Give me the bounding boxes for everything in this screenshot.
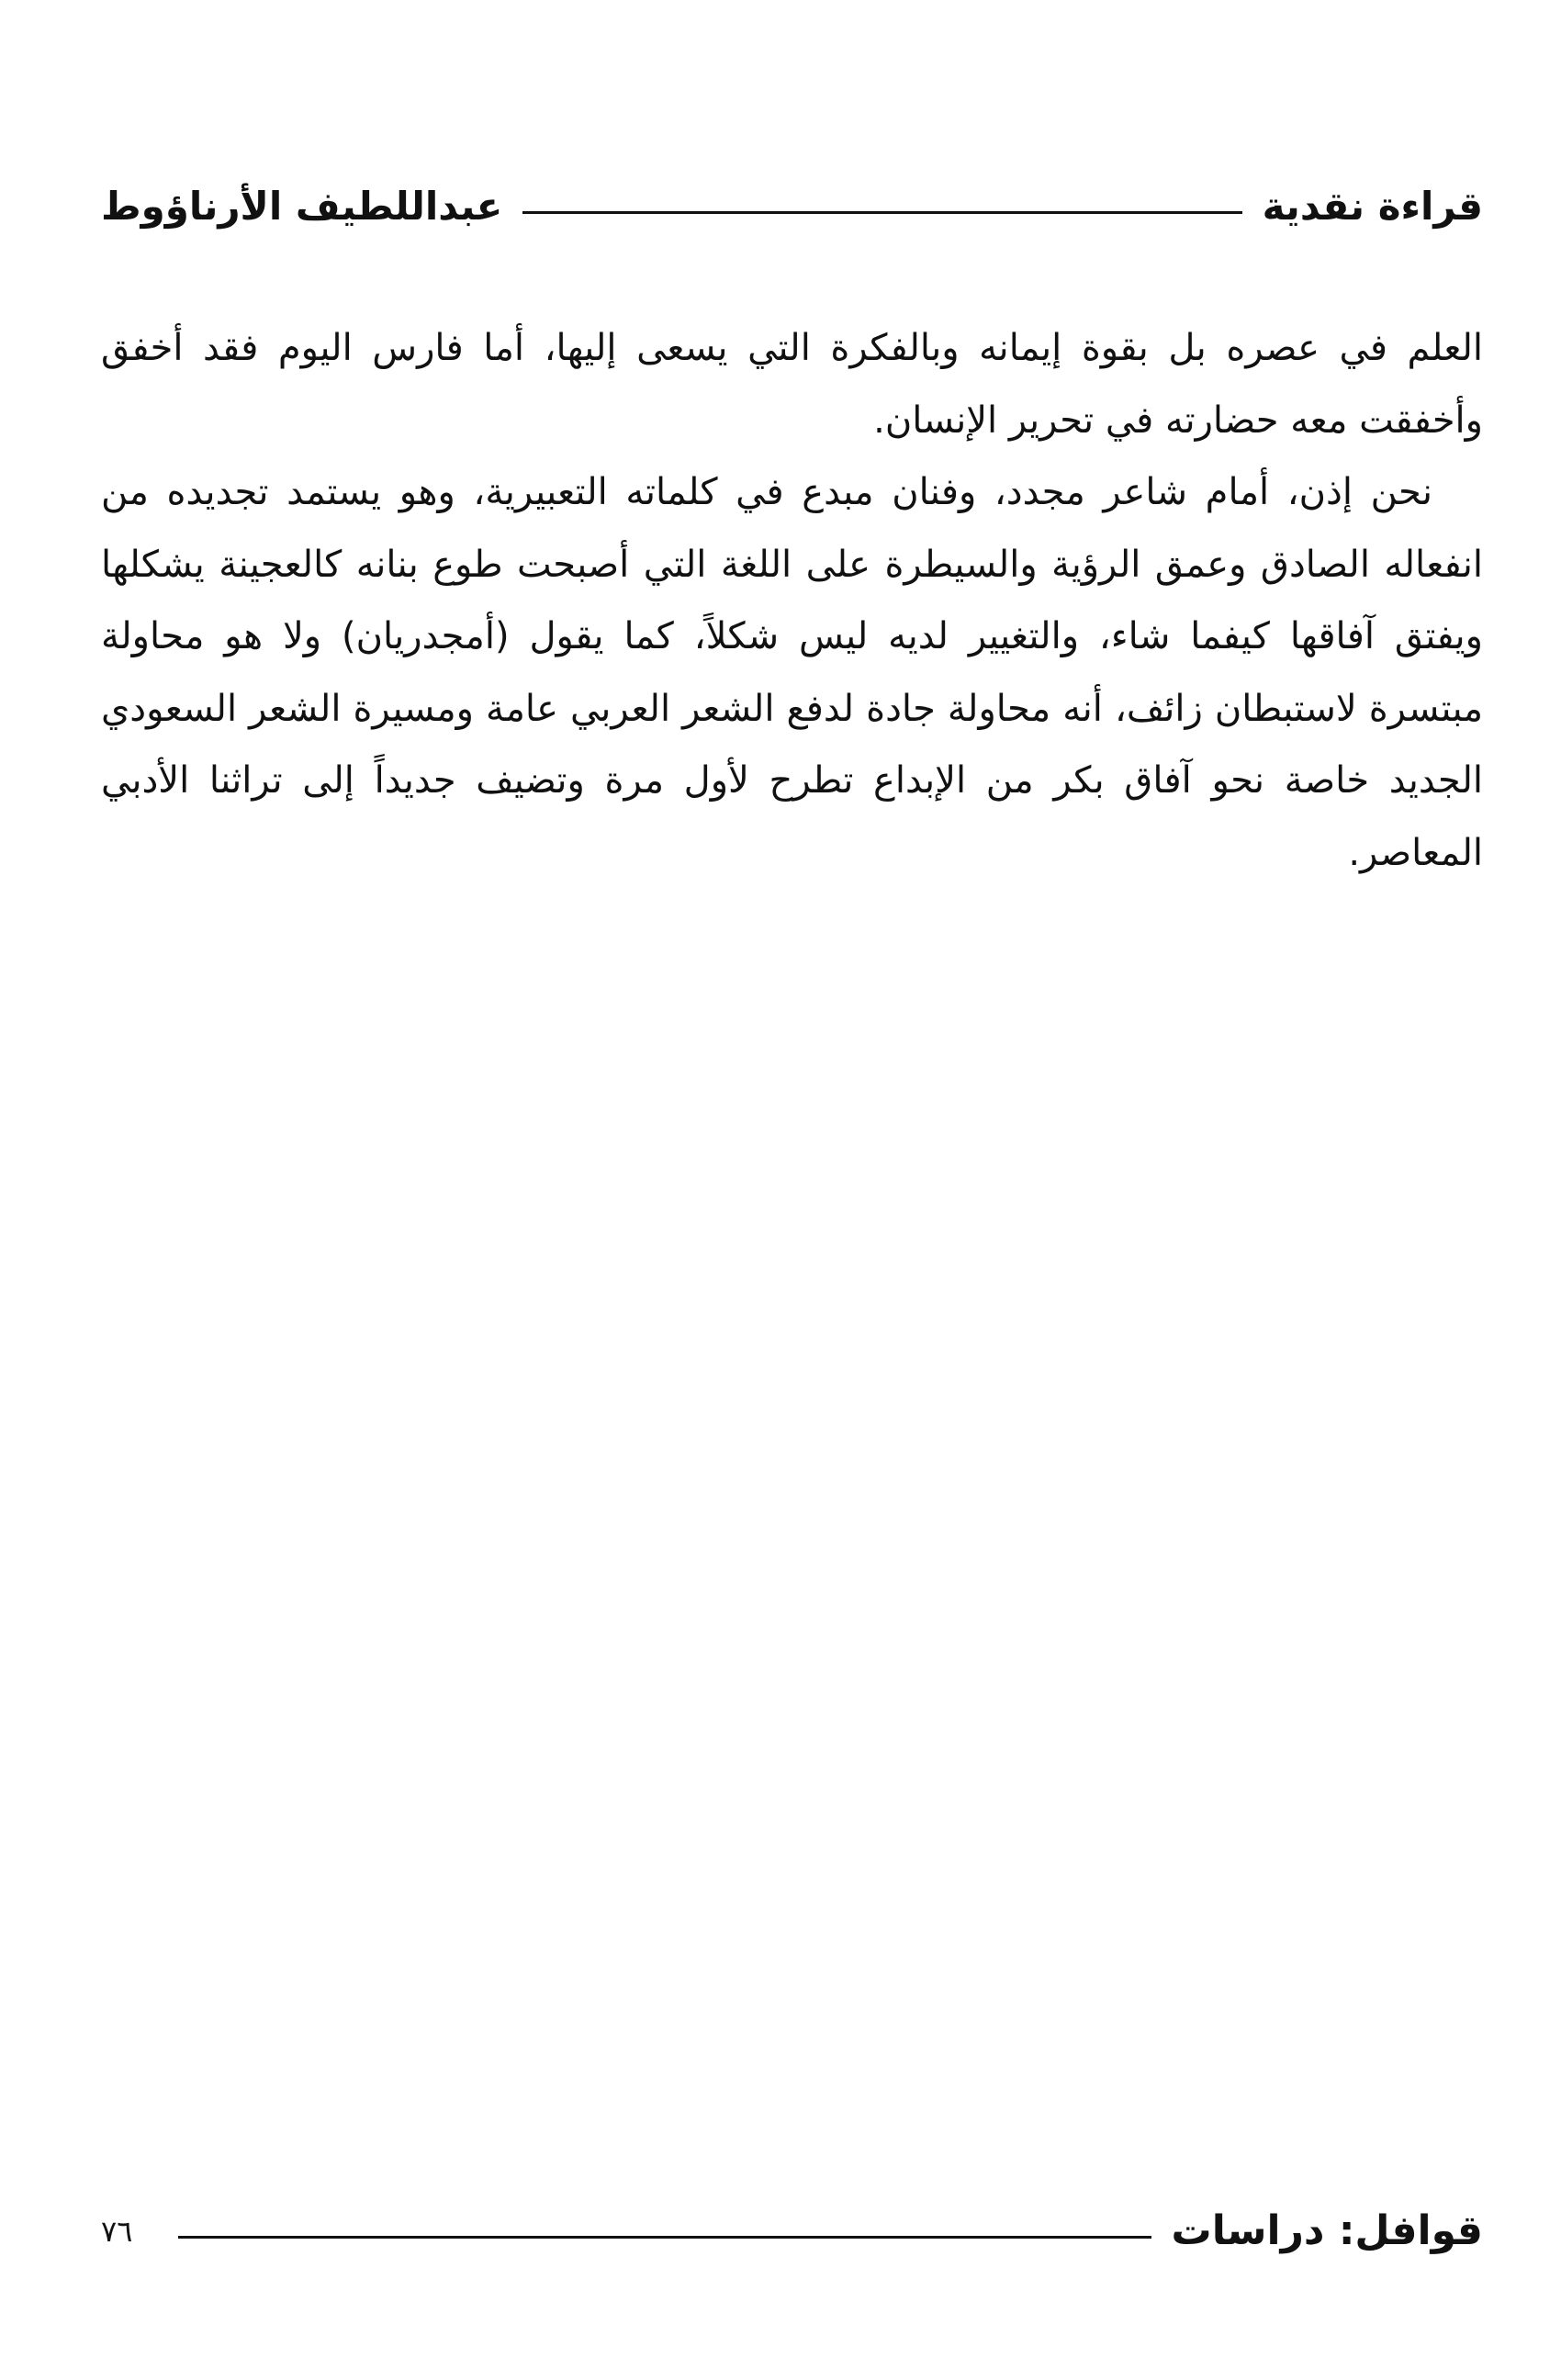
header-rule	[522, 211, 1241, 214]
author-name: عبداللطيف الأرناؤوط	[101, 184, 503, 229]
footer-rule	[178, 2236, 1151, 2239]
journal-title: قوافل: دراسات	[1171, 2207, 1483, 2254]
body-text	[101, 312, 1483, 889]
running-footer	[101, 2204, 1483, 2259]
section-title: قراءة نقدية	[1262, 184, 1483, 229]
page-number: ٧٦	[101, 2214, 133, 2249]
paragraph: العلم في عصره بل بقوة إيمانه وبالفكرة التي يسعى إليها، أما فارس اليوم فقد أخفق وأخفقت معه حضارته في تحرير الإنسان.	[101, 327, 1483, 442]
paragraph: نحن إذن، أمام شاعر مجدد، وفنان مبدع في كلماته التعبيرية، وهو يستمد تجديده من انفعاله الصادق وعمق الرؤية والسيطرة على اللغة التي أصبحت طوع بنانه كالعجينة يشكلها ويفتق آفاقها كيفما شاء، والتغيير لديه ليس شكلاً، كما يقول (أمجدريان) ولا هو محاولة مبتسرة لاستبطان زائف، أنه محاولة جادة لدفع الشعر العربي عامة ومسيرة الشعر السعودي الجديد خاصة نحو آفاق بكر من الإبداع تطرح لأول مرة وتضيف جديداً إلى تراثنا الأدبي المعاصر.	[101, 471, 1483, 874]
running-header	[101, 174, 1483, 239]
